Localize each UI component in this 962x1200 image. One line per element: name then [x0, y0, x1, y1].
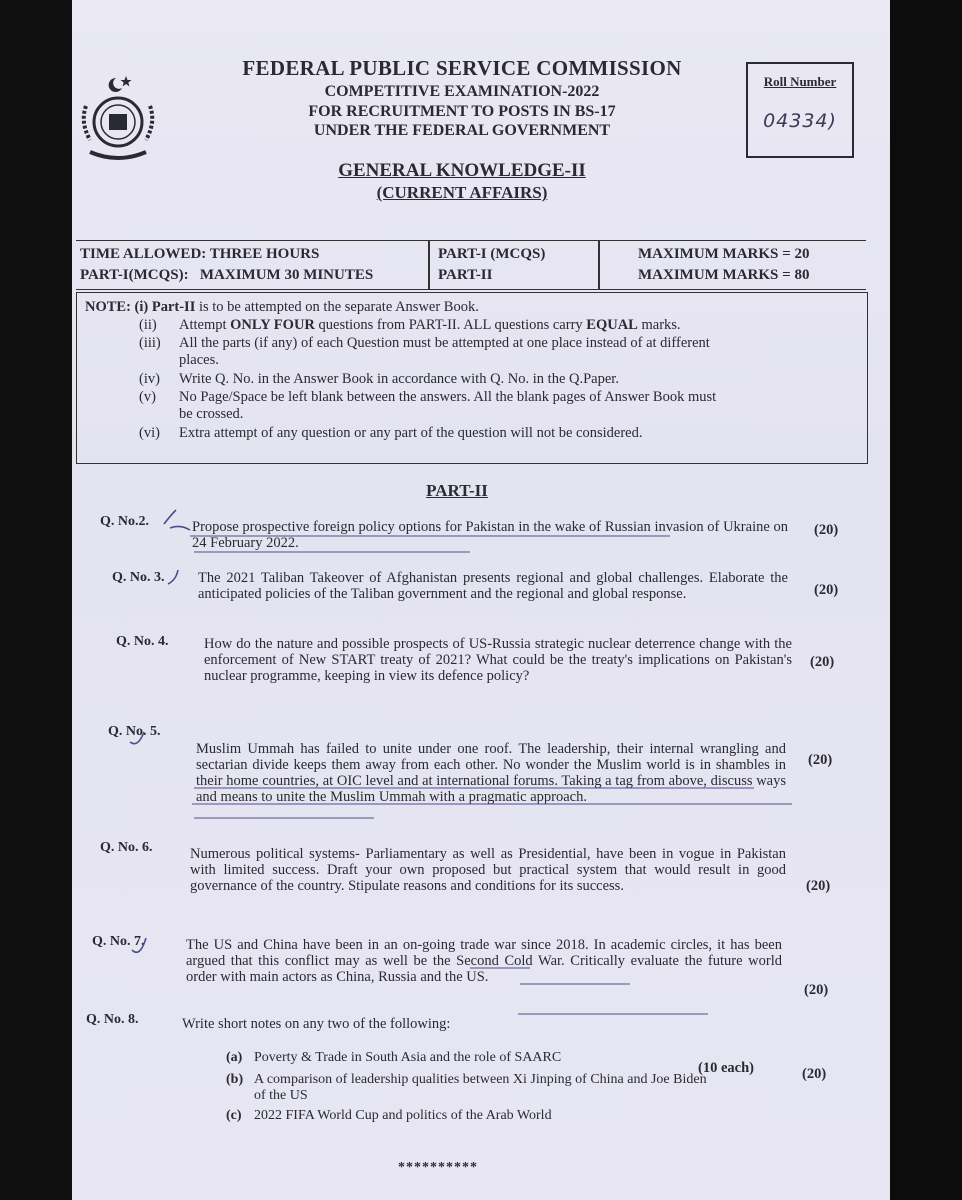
question-number: Q. No. 8.: [86, 1012, 139, 1027]
note-item-b: (b) A comparison of leadership qualities between Xi Jinping of China and Joe Biden: [226, 1072, 707, 1087]
note-ii: (ii) Attempt ONLY FOUR questions from PART-II. ALL questions carry EQUAL marks.: [139, 317, 681, 333]
exam-title: COMPETITIVE EXAMINATION-2022: [324, 83, 600, 100]
time-allowed: TIME ALLOWED: THREE HOURS: [80, 246, 320, 262]
question-marks: (20): [810, 654, 835, 670]
part2-label: PART-II: [438, 267, 493, 283]
question-marks: (20): [802, 1066, 827, 1082]
part1-time: PART-I(MCQS): MAXIMUM 30 MINUTES: [80, 267, 374, 283]
exam-paper: [72, 0, 890, 1200]
question-text: How do the nature and possible prospects of US-Russia strategic nuclear deterrence change with the enforcement of New START treaty of 2021? What could be the treaty's implications on Pakistan's nuclear programme, keeping in view its defence policy?: [204, 636, 792, 684]
question-text: Muslim Ummah has failed to unite under one roof. The leadership, their internal wrangling and sectarian divide keeps them away from each other. No wonder the Muslim world is in shambles in their home countries, at OIC level and at international forums. Taking a tag from above, discuss ways and means to unite the Muslim Ummah with a pragmatic approach.: [196, 741, 786, 805]
question-number: Q. No.2.: [100, 514, 149, 529]
question-number: Q. No. 6.: [100, 840, 153, 855]
subject-title: GENERAL KNOWLEDGE-II: [338, 160, 586, 181]
pen-annotations: [72, 0, 890, 1200]
note-v-cont: be crossed.: [179, 406, 244, 422]
question-text: Write short notes on any two of the following:: [182, 1016, 451, 1032]
note-vi: (vi) Extra attempt of any question or any part of the question will not be considered.: [139, 425, 643, 441]
question-text: The 2021 Taliban Takeover of Afghanistan presents regional and global challenges. Elaborate the anticipated policies of the Taliban government and the regional and global response.: [198, 570, 788, 602]
note-iii: (iii) All the parts (if any) of each Question must be attempted at one place instead of at different: [139, 335, 710, 351]
part2-marks: MAXIMUM MARKS = 80: [638, 267, 810, 283]
end-marker: **********: [398, 1160, 478, 1175]
question-text: The US and China have been in an on-going trade war since 2018. In academic circles, it has been argued that this conflict may as well be the Second Cold War. Critically evaluate the future world order with main actors as China, Russia and the US.: [186, 937, 782, 985]
note-item-c: (c) 2022 FIFA World Cup and politics of the Arab World: [226, 1108, 552, 1123]
question-number: Q. No. 3.: [112, 570, 165, 585]
note-v: (v) No Page/Space be left blank between the answers. All the blank pages of Answer Book must: [139, 389, 717, 405]
note-item-a: (a) Poverty & Trade in South Asia and the role of SAARC: [226, 1050, 562, 1065]
dark-background-edge: [890, 0, 962, 1200]
note-item-b-cont: of the US: [254, 1088, 308, 1103]
part1-label: PART-I (MCQS): [438, 246, 546, 262]
roll-number-value: 04334): [763, 110, 837, 132]
question-marks: (20): [808, 752, 833, 768]
question-marks: (20): [814, 522, 839, 538]
note-iii-cont: places.: [179, 352, 219, 368]
exam-under: UNDER THE FEDERAL GOVERNMENT: [313, 122, 611, 139]
question-marks: (20): [804, 982, 829, 998]
part1-marks: MAXIMUM MARKS = 20: [638, 246, 810, 262]
question-text: Numerous political systems- Parliamentary as well as Presidential, have been in vogue in Pakistan with limited success. Draft your own proposed but practical system that would result in good governance of the country. Stipulate reasons and conditions for its success.: [190, 846, 786, 894]
note-i: NOTE: (i) Part-II is to be attempted on the separate Answer Book.: [85, 299, 479, 315]
note-label: NOTE: (i): [85, 299, 149, 315]
part-ii-title: PART-II: [426, 481, 488, 500]
subject-subtitle: (CURRENT AFFAIRS): [376, 183, 548, 202]
question-number: Q. No. 4.: [116, 634, 169, 649]
roll-number-label: Roll Number: [763, 74, 837, 89]
each-marks: (10 each): [698, 1060, 754, 1076]
org-title: FEDERAL PUBLIC SERVICE COMMISSION: [242, 56, 682, 80]
question-number: Q. No. 7.: [92, 934, 145, 949]
note-iv: (iv) Write Q. No. in the Answer Book in accordance with Q. No. in the Q.Paper.: [139, 371, 619, 387]
question-text: Propose prospective foreign policy options for Pakistan in the wake of Russian invasion of Ukraine on 24 February 2022.: [192, 519, 788, 551]
question-marks: (20): [806, 878, 831, 894]
exam-purpose: FOR RECRUITMENT TO POSTS IN BS-17: [308, 103, 616, 120]
question-number: Q. No. 5.: [108, 724, 161, 739]
question-marks: (20): [814, 582, 839, 598]
